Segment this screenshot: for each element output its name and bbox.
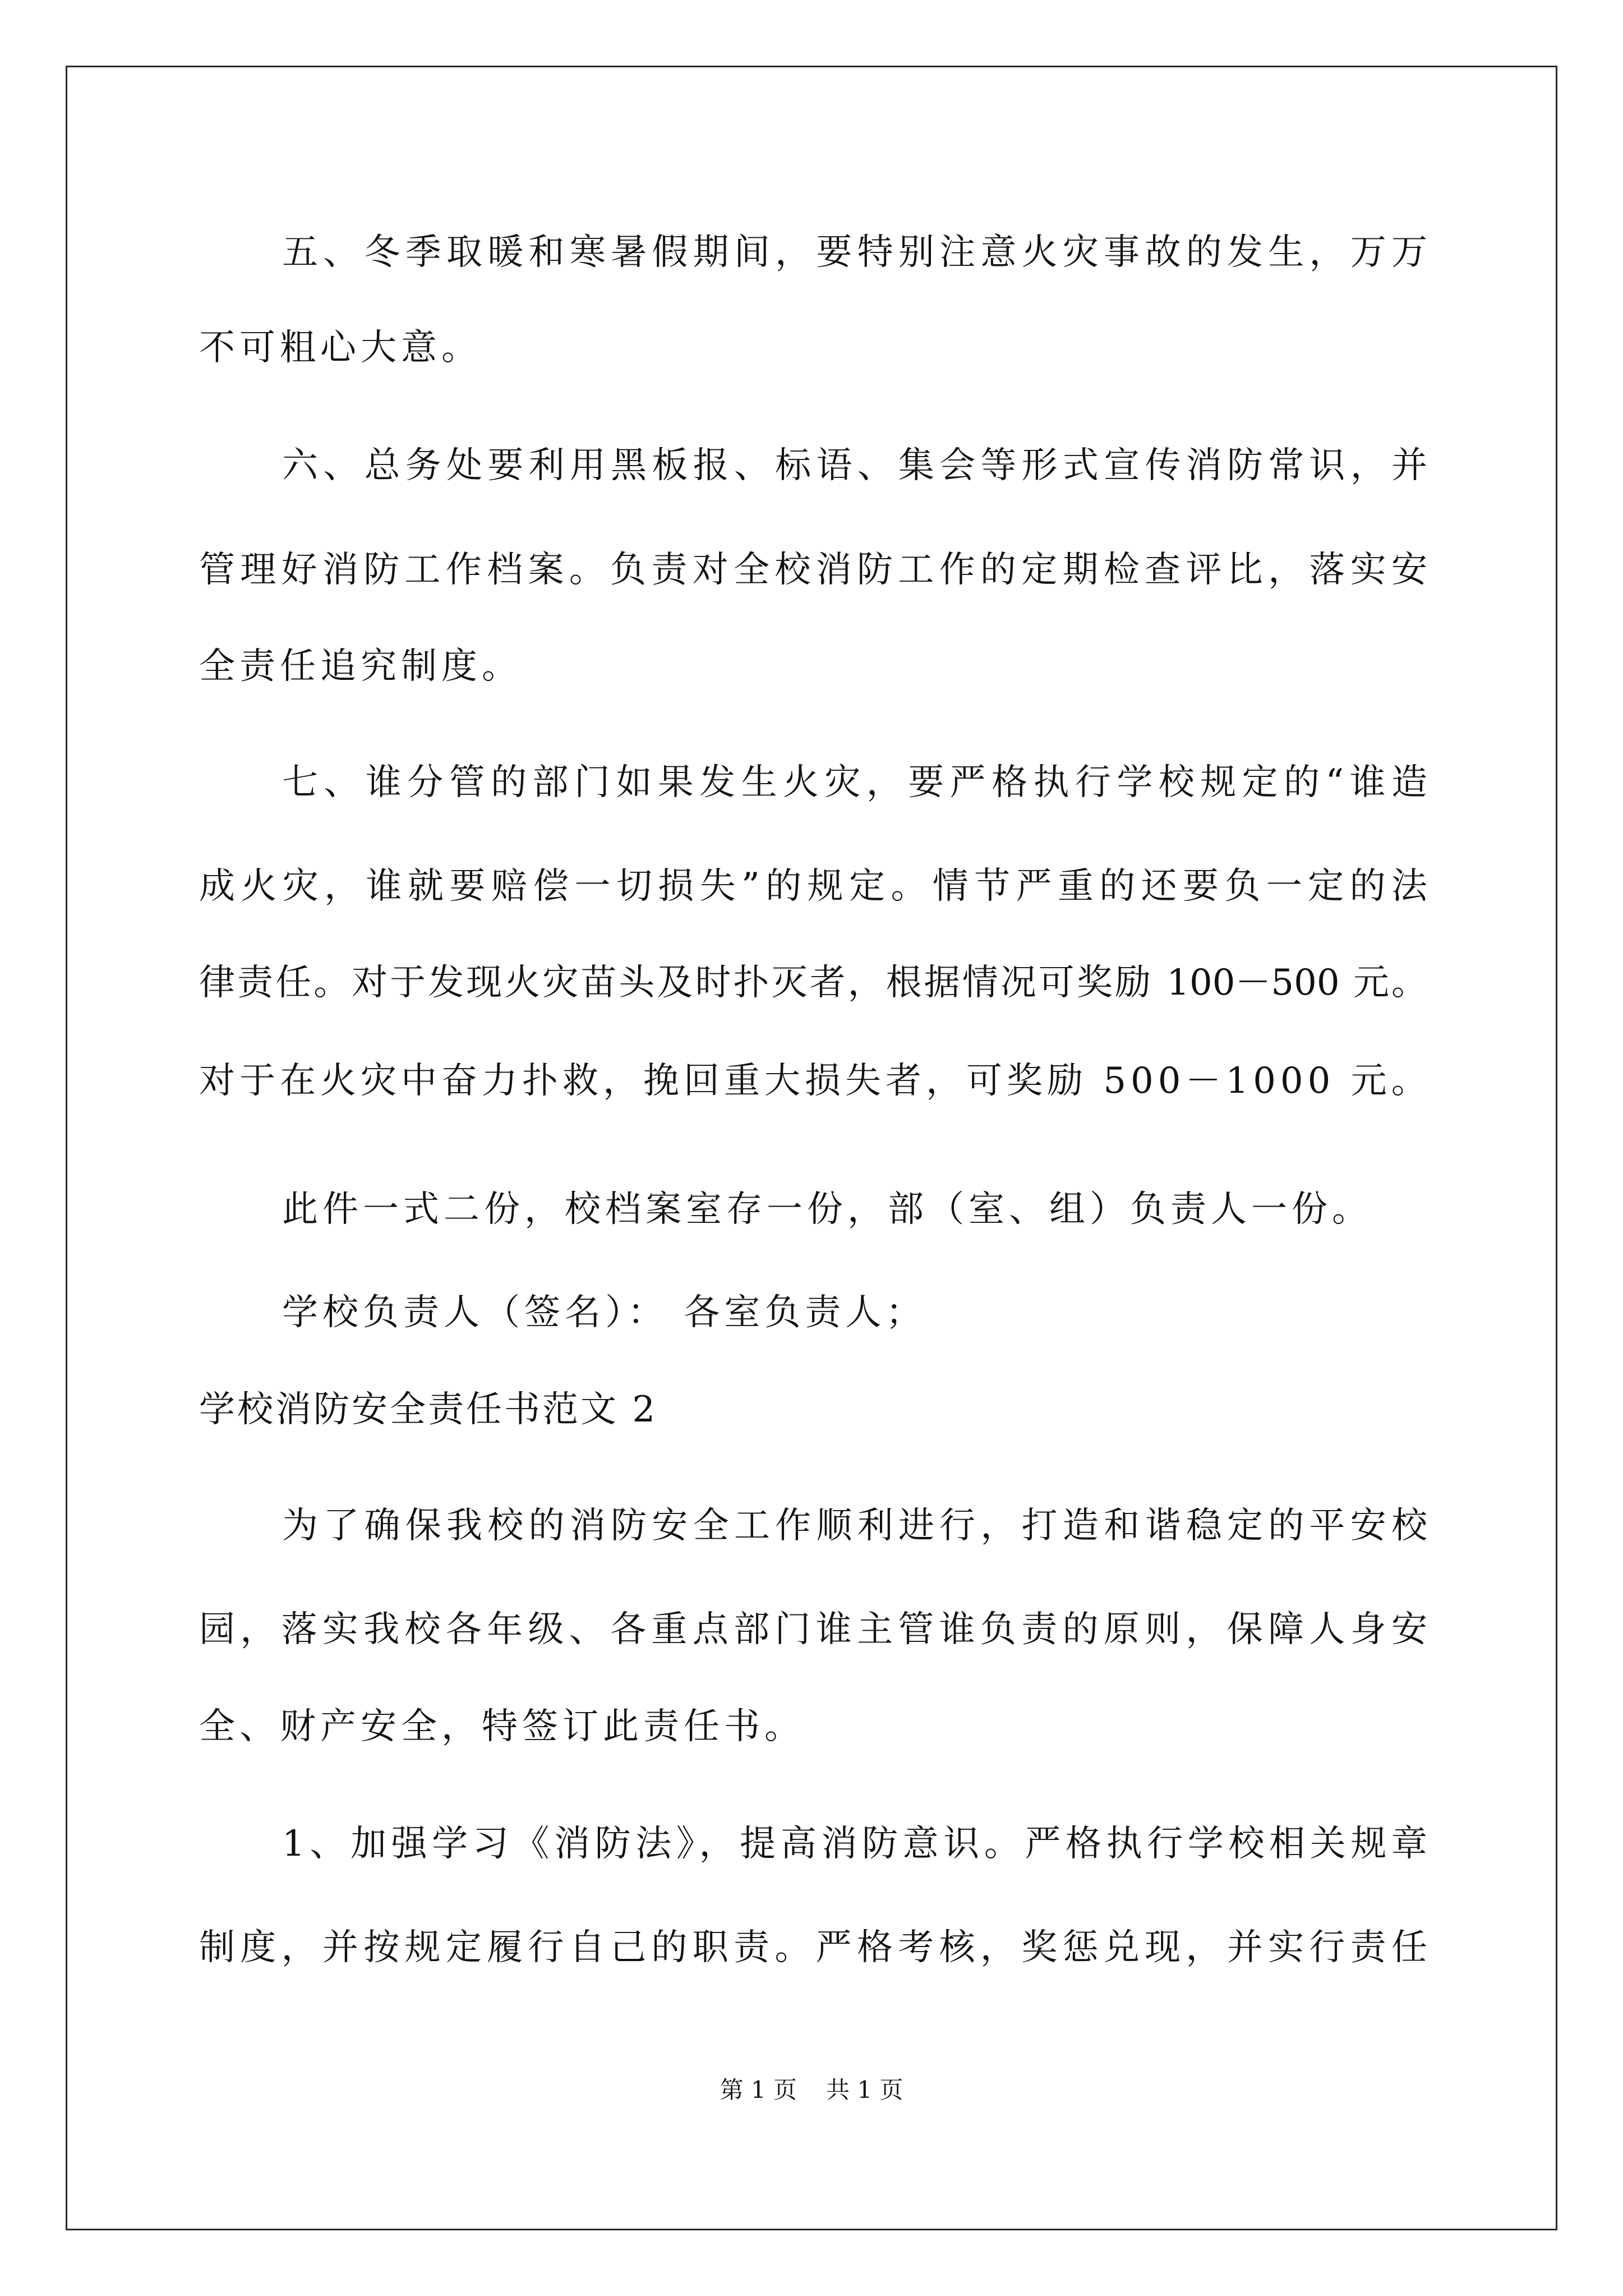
paragraph-line: 律责任。对于发现火灾苗头及时扑灭者，根据情况可奖励 100－500 元。 <box>199 962 1427 1004</box>
paragraph-line: 为了确保我校的消防安全工作顺利进行，打造和谐稳定的平安校 <box>282 1505 1427 1547</box>
paragraph-line: 全责任追究制度。 <box>199 646 522 687</box>
paragraph-line: 成火灾，谁就要赔偿一切损失”的规定。情节严重的还要负一定的法 <box>199 866 1427 907</box>
paragraph-line: 五、冬季取暖和寒暑假期间，要特别注意火灾事故的发生，万万 <box>282 232 1427 273</box>
paragraph-line: 全、财产安全，特签订此责任书。 <box>199 1706 805 1747</box>
paragraph-line: 管理好消防工作档案。负责对全校消防工作的定期检查评比，落实安 <box>199 549 1427 591</box>
paragraph-line: 此件一式二份，校档案室存一份，部（室、组）负责人一份。 <box>282 1189 1372 1230</box>
page-border <box>66 66 1557 2230</box>
paragraph-line: 不可粗心大意。 <box>199 327 482 369</box>
paragraph-line: 园，落实我校各年级、各重点部门谁主管谁负责的原则，保障人身安 <box>199 1609 1427 1650</box>
paragraph-line: 对于在火灾中奋力扑救，挽回重大损失者，可奖励 500－1000 元。 <box>199 1060 1432 1102</box>
page-footer <box>0 2074 1623 2106</box>
paragraph-line: 1、加强学习《消防法》，提高消防意识。严格执行学校相关规章 <box>282 1823 1427 1865</box>
section-heading: 学校消防安全责任书范文 2 <box>199 1389 658 1430</box>
page-total: 共 1 页 <box>826 2076 903 2104</box>
paragraph-line: 六、总务处要利用黑板报、标语、集会等形式宣传消防常识，并 <box>282 445 1427 486</box>
paragraph-line: 七、谁分管的部门如果发生火灾，要严格执行学校规定的“谁造 <box>282 762 1427 803</box>
paragraph-line: 制度，并按规定履行自己的职责。严格考核，奖惩兑现，并实行责任 <box>199 1927 1427 1968</box>
page-number: 第 1 页 <box>720 2076 797 2104</box>
signature-line: 学校负责人（签名）： 各室负责人； <box>282 1292 926 1333</box>
